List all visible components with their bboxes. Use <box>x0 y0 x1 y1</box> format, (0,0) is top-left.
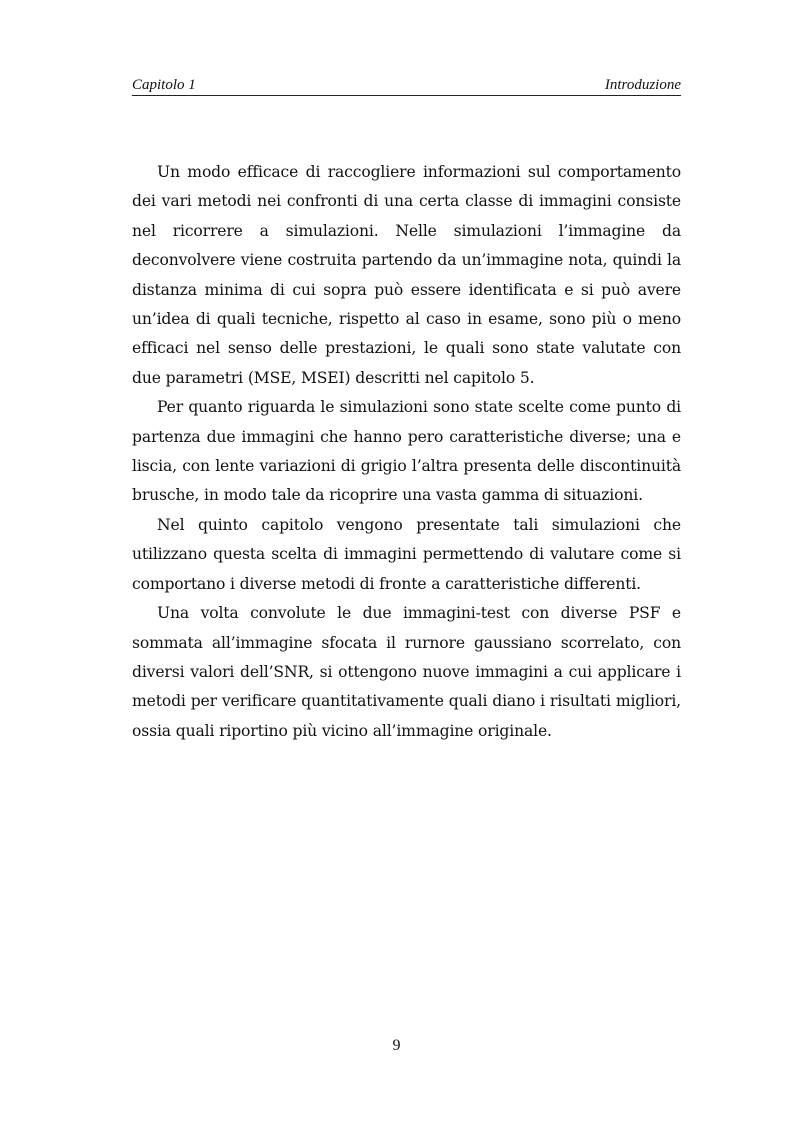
running-header <box>132 76 681 96</box>
paragraph-2: Per quanto riguarda le simulazioni sono state scelte come punto di partenza due immagini che hanno pero caratteristiche diverse; una e liscia, con lente variazioni di grigio l’altra presenta delle discontinuità brusche, in modo tale da ricoprire una vasta gamma di situazioni. <box>132 398 681 505</box>
paragraph-4: Una volta convolute le due immagini-test con diverse PSF e sommata all’immagine sfocata il rurnore gaussiano scorrelato, con diversi valori dell’SNR, si ottengono nuove immagini a cui applicare i metodi per verificare quantitativamente quali diano i risultati migliori, ossia quali riportino più vicino all’immagine originale. <box>132 604 681 740</box>
paragraph-1: Un modo efficace di raccogliere informazioni sul comportamento dei vari metodi nei confronti di una certa classe di immagini consiste nel ricorrere a simulazioni. Nelle simulazioni l’immagine da deconvolvere viene costruita partendo da un’immagine nota, quindi la distanza minima di cui sopra può essere identificata e si può avere un’idea di quali tecniche, rispetto al caso in esame, sono più o meno efficaci nel senso delle prestazioni, le quali sono state valutate con due parametri (MSE, MSEI) descritti nel capitolo 5. <box>132 163 681 387</box>
page-number: 9 <box>392 1037 401 1054</box>
chapter-label: Capitolo 1 <box>132 77 196 93</box>
paragraph-3: Nel quinto capitolo vengono presentate tali simulazioni che utilizzano questa scelta di immagini permettendo di valutare come si comportano i diverse metodi di fronte a caratteristiche differenti. <box>132 515 681 593</box>
section-title: Introduzione <box>604 77 681 93</box>
main-text <box>132 158 681 746</box>
